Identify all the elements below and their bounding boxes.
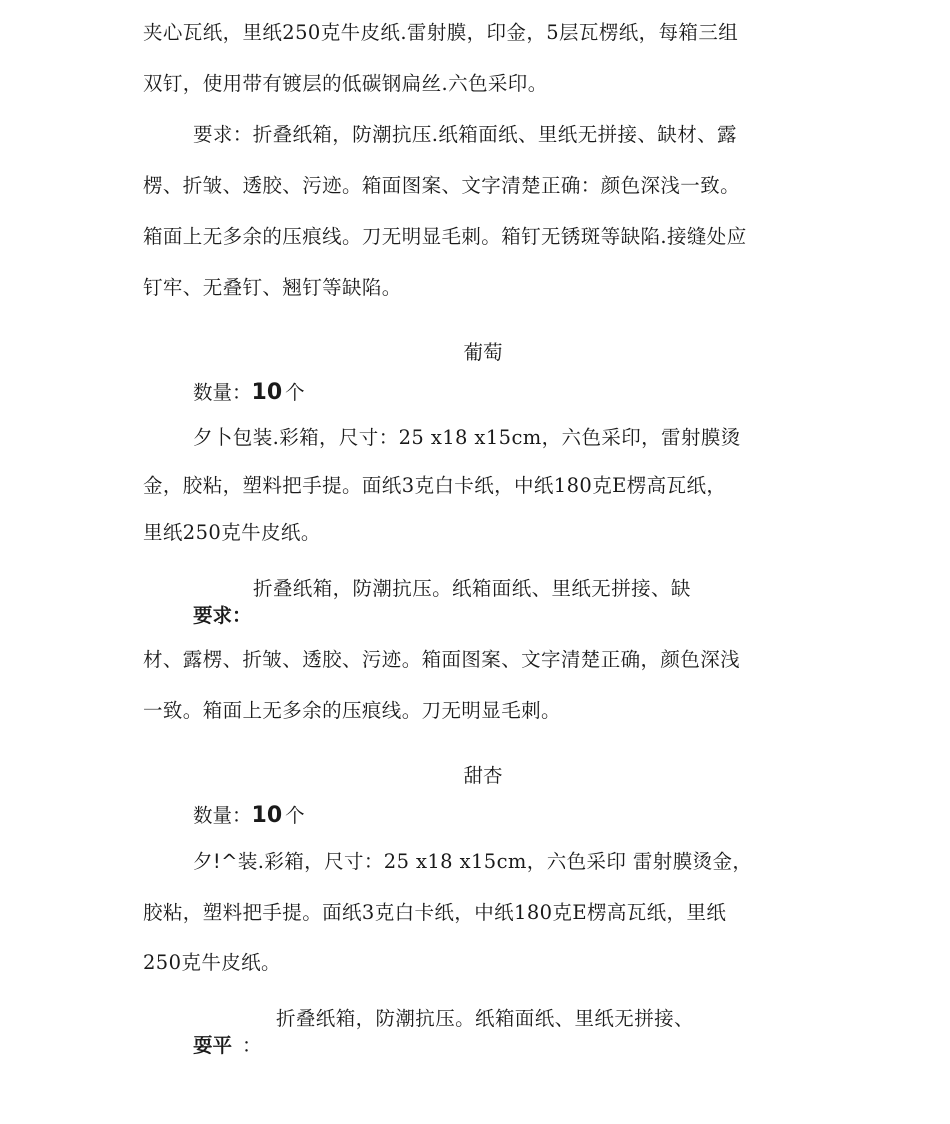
requirements-colon: ： bbox=[242, 1034, 262, 1057]
packaging-line bbox=[193, 852, 823, 872]
quantity-line-grape bbox=[193, 382, 305, 404]
body-text-line: 胶粘，塑料把手提。面纸3克白卡纸，中纸180克E楞高瓦纸，里纸 bbox=[143, 901, 727, 924]
requirements-label-text: 耍平 bbox=[193, 1034, 233, 1057]
packaging-prefix: 夕!^装 bbox=[193, 850, 258, 873]
packaging-line bbox=[193, 428, 823, 448]
quantity-label: 数量： bbox=[193, 804, 252, 827]
body-text-line: 夹心瓦纸，里纸250克牛皮纸.雷射膜，印金，5层瓦楞纸，每箱三组 bbox=[143, 21, 739, 44]
quantity-unit: 个 bbox=[285, 381, 305, 404]
packaging-spec: .彩箱，尺寸：25 x18 x15cm，六色采印 雷射膜烫金， bbox=[257, 850, 753, 873]
quantity-value: 10 bbox=[251, 380, 283, 405]
section-title-grape: 葡萄 bbox=[463, 341, 503, 364]
quantity-value: 10 bbox=[251, 803, 283, 828]
body-text-line: 材、露楞、折皱、透胶、污迹。箱面图案、文字清楚正确，颜色深浅 bbox=[143, 648, 741, 671]
body-text-line: 箱面上无多余的压痕线。刀无明显毛刺。箱钉无锈斑等缺陷.接缝处应 bbox=[143, 225, 747, 248]
body-text-line: 里纸250克牛皮纸。 bbox=[143, 521, 321, 544]
requirements-label: 要求： bbox=[193, 604, 252, 627]
body-text-line: 钉牢、无叠钉、翘钉等缺陷。 bbox=[143, 276, 402, 299]
body-text-line: 250克牛皮纸。 bbox=[143, 951, 281, 974]
body-text-line: 楞、折皱、透胶、污迹。箱面图案、文字清楚正确：颜色深浅一致。 bbox=[143, 174, 741, 197]
quantity-line-apricot bbox=[193, 805, 305, 827]
requirements-text: 折叠纸箱，防潮抗压。纸箱面纸、里纸无拼接、 bbox=[276, 1007, 694, 1030]
body-text-line: 金，胶粘，塑料把手提。面纸3克白卡纸，中纸180克E楞高瓦纸， bbox=[143, 474, 727, 497]
requirements-paragraph-start: 要求：折叠纸箱，防潮抗压.纸箱面纸、里纸无拼接、缺材、露 bbox=[193, 123, 737, 146]
requirements-label bbox=[193, 1036, 262, 1056]
packaging-prefix: 夕卜包装 bbox=[193, 426, 273, 449]
packaging-spec: .彩箱，尺寸：25 x18 x15cm，六色采印，雷射膜烫 bbox=[272, 426, 741, 449]
requirements-text: 折叠纸箱，防潮抗压。纸箱面纸、里纸无拼接、缺 bbox=[253, 577, 691, 600]
quantity-unit: 个 bbox=[285, 804, 305, 827]
body-text-line: 双钉，使用带有镀层的低碳钢扁丝.六色采印。 bbox=[143, 72, 548, 95]
quantity-label: 数量： bbox=[193, 381, 252, 404]
body-text-line: 一致。箱面上无多余的压痕线。刀无明显毛刺。 bbox=[143, 699, 561, 722]
section-title-apricot: 甜杏 bbox=[463, 764, 503, 787]
